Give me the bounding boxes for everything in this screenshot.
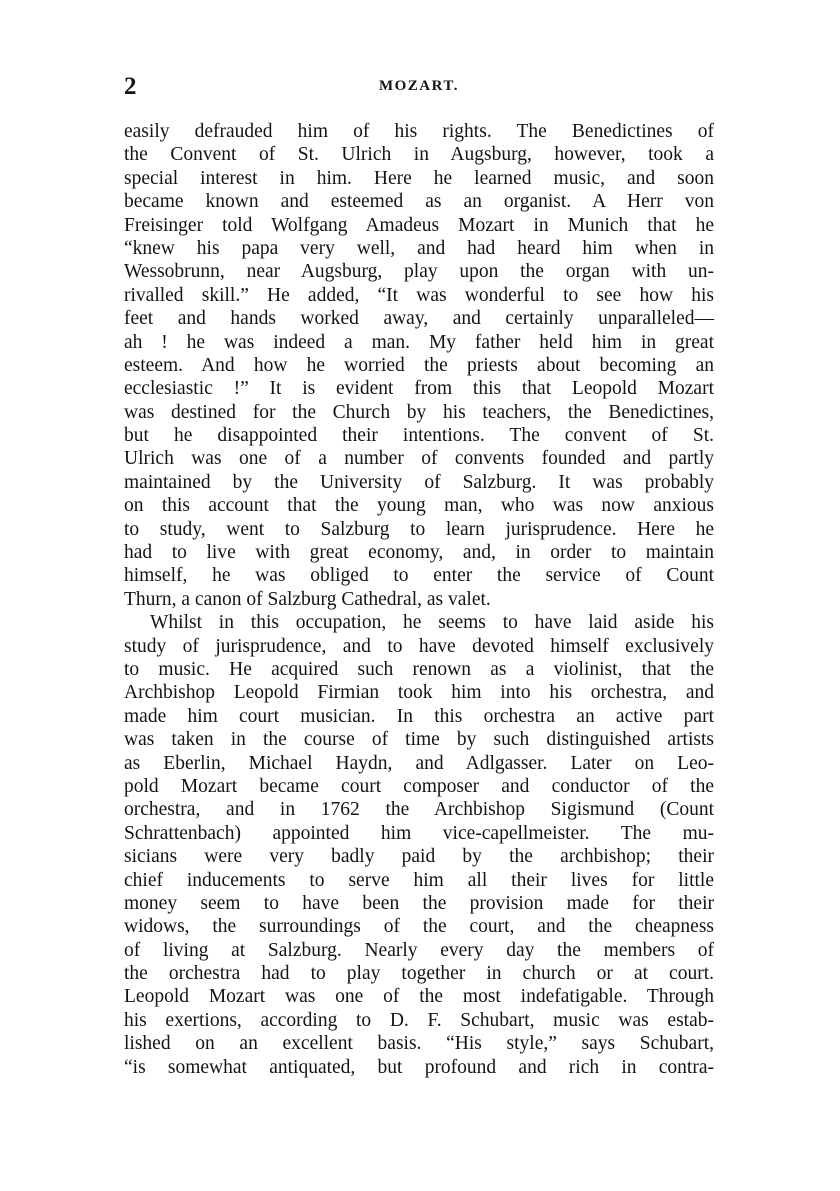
text-line: lished on an excellent basis. “His style,” says Schubart,	[124, 1033, 714, 1055]
text-line: became known and esteemed as an organist. A Herr von	[124, 191, 714, 213]
page-number: 2	[124, 73, 137, 100]
text-line: to music. He acquired such renown as a violinist, that the	[124, 658, 714, 680]
text-line: orchestra, and in 1762 the Archbishop Sigismund (Count	[124, 799, 714, 821]
text-line: sicians were very badly paid by the archbishop; their	[124, 846, 714, 868]
text-line: Archbishop Leopold Firmian took him into his orchestra, and	[124, 682, 714, 704]
text-line: was taken in the course of time by such distinguished artists	[124, 729, 714, 751]
text-line: on this account that the young man, who was now anxious	[124, 495, 714, 517]
text-line: as Eberlin, Michael Haydn, and Adlgasser. Later on Leo-	[124, 752, 714, 774]
text-line: Schrattenbach) appointed him vice-capellmeister. The mu-	[124, 822, 714, 844]
text-line: Whilst in this occupation, he seems to have laid aside his	[150, 612, 714, 634]
text-line: made him court musician. In this orchestra an active part	[124, 705, 714, 727]
text-line: feet and hands worked away, and certainly unparalleled—	[124, 308, 714, 330]
running-head: MOZART.	[378, 78, 460, 94]
text-line: Freisinger told Wolfgang Amadeus Mozart in Munich that he	[124, 214, 714, 236]
text-line: his exertions, according to D. F. Schubart, music was estab-	[124, 1009, 714, 1031]
text-line: Leopold Mozart was one of the most indefatigable. Through	[124, 986, 714, 1008]
text-line: Ulrich was one of a number of convents founded and partly	[124, 448, 714, 470]
text-line: “knew his papa very well, and had heard him when in	[124, 237, 714, 259]
text-line: ecclesiastic !” It is evident from this that Leopold Mozart	[124, 378, 714, 400]
text-line: chief inducements to serve him all their lives for little	[124, 869, 714, 891]
body-text	[124, 120, 714, 1079]
text-line: but he disappointed their intentions. The convent of St.	[124, 425, 714, 447]
text-line: the Convent of St. Ulrich in Augsburg, however, took a	[124, 144, 714, 166]
text-line: esteem. And how he worried the priests about becoming an	[124, 354, 714, 376]
text-line: maintained by the University of Salzburg. It was probably	[124, 471, 714, 493]
text-line: Wessobrunn, near Augsburg, play upon the organ with un-	[124, 261, 714, 283]
text-line: “is somewhat antiquated, but profound and rich in contra-	[124, 1056, 714, 1078]
text-line: himself, he was obliged to enter the service of Count	[124, 565, 714, 587]
text-line: Thurn, a canon of Salzburg Cathedral, as valet.	[124, 588, 491, 610]
text-line: had to live with great economy, and, in order to maintain	[124, 542, 714, 564]
text-line: rivalled skill.” He added, “It was wonderful to see how his	[124, 284, 714, 306]
page-header	[124, 72, 714, 104]
text-line: ah ! he was indeed a man. My father held him in great	[124, 331, 714, 353]
text-line: widows, the surroundings of the court, and the cheapness	[124, 916, 714, 938]
text-line: pold Mozart became court composer and conductor of the	[124, 775, 714, 797]
text-line: easily defrauded him of his rights. The Benedictines of	[124, 121, 714, 142]
text-line: the orchestra had to play together in church or at court.	[124, 963, 714, 985]
paragraph-2	[124, 611, 714, 1079]
text-line: was destined for the Church by his teachers, the Benedictines,	[124, 401, 714, 423]
text-line: study of jurisprudence, and to have devoted himself exclusively	[124, 635, 714, 657]
text-line: to study, went to Salzburg to learn jurisprudence. Here he	[124, 518, 714, 540]
paragraph-1	[124, 120, 714, 611]
text-line: of living at Salzburg. Nearly every day the members of	[124, 939, 714, 961]
text-line: special interest in him. Here he learned music, and soon	[124, 167, 714, 189]
text-line: money seem to have been the provision made for their	[124, 892, 714, 914]
